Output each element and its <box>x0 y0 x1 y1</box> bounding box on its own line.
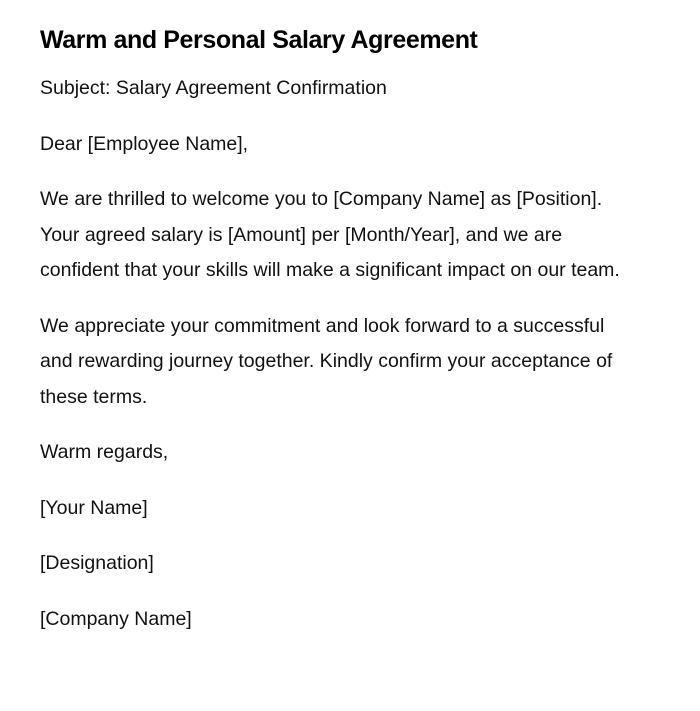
signature-company: [Company Name] <box>40 607 192 630</box>
body-paragraph-2: We appreciate your commitment and look forward to a successful and rewarding journey together. Kindly confirm your acceptance of these terms. <box>40 314 613 408</box>
closing: Warm regards, <box>40 441 169 463</box>
signature-name: [Your Name] <box>40 496 148 519</box>
subject-line: Subject: Salary Agreement Confirmation <box>40 77 387 99</box>
greeting: Dear [Employee Name], <box>40 132 249 155</box>
signature-designation: [Designation] <box>40 552 154 574</box>
body-paragraph-1: We are thrilled to welcome you to [Company Name] as [Position]. Your agreed salary is [Amount] per [Month/Year], and we are confident that your skills will make a significant impact on our team. <box>40 188 620 281</box>
document-title: Warm and Personal Salary Agreement <box>40 26 478 54</box>
